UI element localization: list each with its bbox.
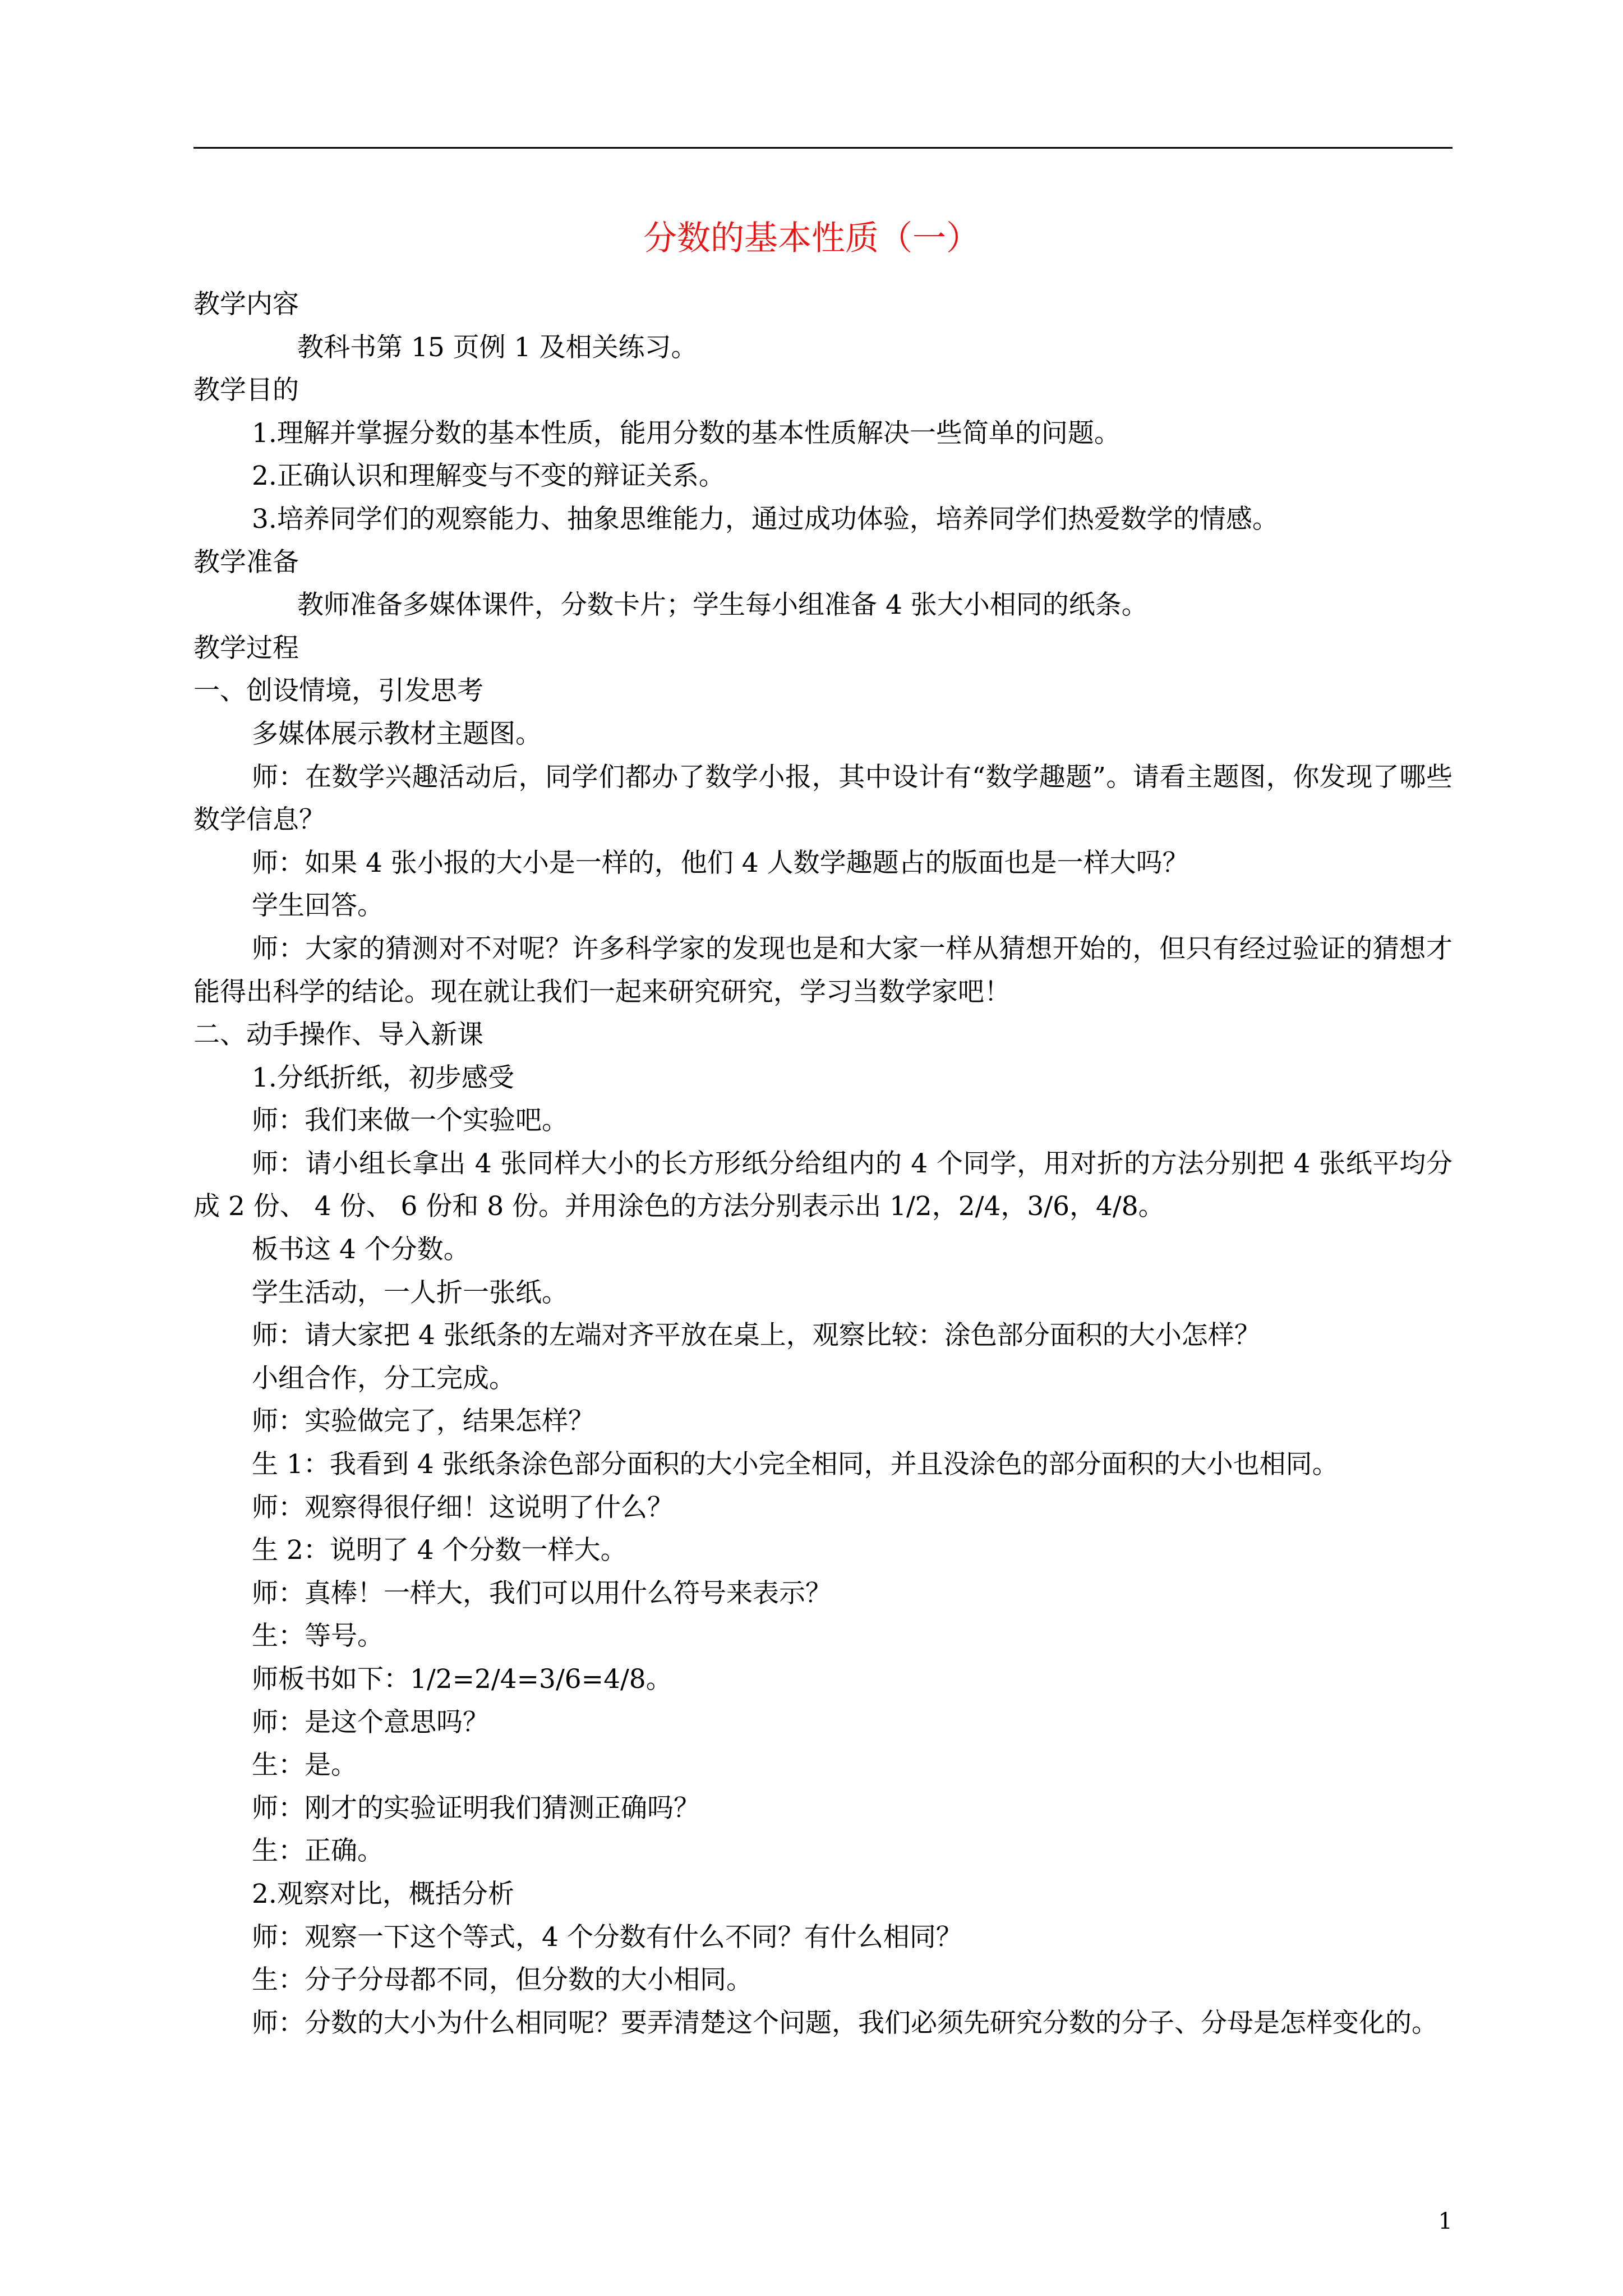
body-line: 师：如果 4 张小报的大小是一样的，他们 4 人数学趣题占的版面也是一样大吗？ — [252, 847, 1189, 878]
body-line: 师：请大家把 4 张纸条的左端对齐平放在桌上，观察比较：涂色部分面积的大小怎样？ — [252, 1320, 1261, 1351]
body-line: 师：我们来做一个实验吧。 — [252, 1105, 568, 1137]
body-line: 小组合作，分工完成。 — [252, 1363, 515, 1394]
section-heading: 教学目的 — [193, 375, 299, 406]
section-heading: 教学内容 — [193, 289, 299, 320]
section-heading: 二、动手操作、导入新课 — [193, 1019, 483, 1051]
body-line: 生：是。 — [252, 1750, 357, 1781]
section-heading: 一、创设情境，引发思考 — [193, 675, 483, 707]
body-line: 师：刚才的实验证明我们猜测正确吗？ — [252, 1792, 700, 1824]
body-line: 师板书如下：1/2=2/4=3/6=4/8。 — [252, 1664, 672, 1695]
body-line: 学生活动，一人折一张纸。 — [252, 1277, 568, 1308]
body-line: 1.理解并掌握分数的基本性质，能用分数的基本性质解决一些简单的问题。 — [252, 417, 1121, 449]
body-line: 师：实验做完了，结果怎样？ — [252, 1406, 594, 1437]
body-line: 生：分子分母都不同，但分数的大小相同。 — [252, 1964, 753, 1996]
body-line: 生 2：说明了 4 个分数一样大。 — [252, 1535, 627, 1566]
body-line: 教师准备多媒体课件，分数卡片；学生每小组准备 4 张大小相同的纸条。 — [297, 590, 1148, 621]
body-line: 师：真棒！一样大，我们可以用什么符号来表示？ — [252, 1577, 832, 1609]
body-line: 师：请小组长拿出 4 张同样大小的长方形纸分给组内的 4 个同学，用对折的方法分别把 4 张纸平均分成 2 份、 4 份、 6 份和 8 份。并用涂色的方法分别表示出 1/2，2/4，3/6，4/8。 — [193, 1148, 1453, 1222]
body-line: 师：在数学兴趣活动后，同学们都办了数学小报，其中设计有“数学趣题”。请看主题图，你发现了哪些数学信息？ — [193, 761, 1453, 836]
page-number: 1 — [1438, 2208, 1453, 2234]
section-heading: 教学过程 — [193, 632, 299, 664]
document-title: 分数的基本性质（一） — [643, 219, 980, 258]
body-line: 师：分数的大小为什么相同呢？要弄清楚这个问题，我们必须先研究分数的分子、分母是怎样变化的。 — [252, 2007, 1438, 2039]
body-line: 2.观察对比，概括分析 — [252, 1878, 514, 1910]
body-line: 生：等号。 — [252, 1621, 384, 1652]
body-line: 师：大家的猜测对不对呢？许多科学家的发现也是和大家一样从猜想开始的，但只有经过验证的猜想才能得出科学的结论。现在就让我们一起来研究研究，学习当数学家吧！ — [193, 933, 1453, 1007]
body-line: 师：观察一下这个等式，4 个分数有什么不同？有什么相同？ — [252, 1921, 962, 1953]
body-line: 生 1：我看到 4 张纸条涂色部分面积的大小完全相同，并且没涂色的部分面积的大小也相同。 — [252, 1449, 1339, 1480]
body-line: 学生回答。 — [252, 890, 384, 922]
section-heading: 教学准备 — [193, 546, 299, 578]
document-body — [193, 283, 1453, 2045]
body-line: 多媒体展示教材主题图。 — [252, 718, 542, 749]
body-line: 3.培养同学们的观察能力、抽象思维能力，通过成功体验，培养同学们热爱数学的情感。 — [252, 503, 1279, 535]
body-line: 生：正确。 — [252, 1835, 384, 1867]
body-line: 教科书第 15 页例 1 及相关练习。 — [297, 332, 698, 363]
header-rule — [193, 147, 1453, 149]
body-line: 师：观察得很仔细！这说明了什么？ — [252, 1492, 674, 1523]
body-line: 板书这 4 个分数。 — [252, 1234, 470, 1266]
body-line: 1.分纸折纸，初步感受 — [252, 1062, 514, 1093]
body-line: 师：是这个意思吗？ — [252, 1706, 489, 1738]
body-line: 2.正确认识和理解变与不变的辩证关系。 — [252, 461, 725, 492]
